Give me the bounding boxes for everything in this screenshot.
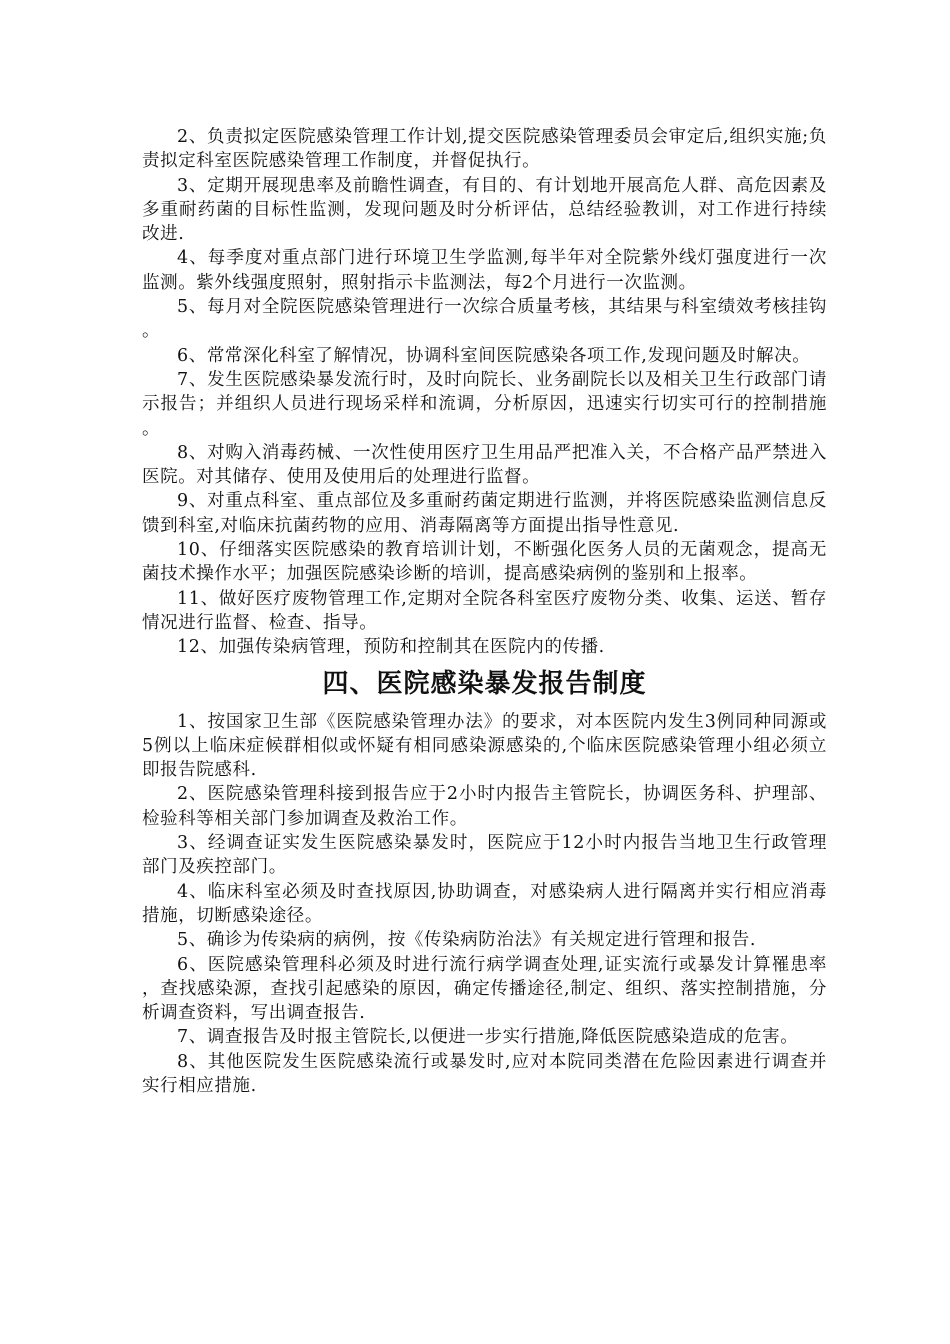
section4-item-4: 4、临床科室必须及时查找原因,协助调查，对感染病人进行隔离并实行相应消毒措施，切断感染途径。 bbox=[142, 881, 827, 926]
section3-item-7: 7、发生医院感染暴发流行时，及时向院长、业务副院长以及相关卫生行政部门请示报告；并组织人员进行现场采样和流调，分析原因，迅速实行切实可行的控制措施。 bbox=[142, 369, 827, 439]
document-body bbox=[142, 125, 827, 1098]
section3-item-12: 12、加强传染病管理，预防和控制其在医院内的传播. bbox=[177, 637, 605, 658]
section4-item-5: 5、确诊为传染病的病例，按《传染病防治法》有关规定进行管理和报告. bbox=[177, 930, 756, 951]
section4-item-8: 8、其他医院发生医院感染流行或暴发时,应对本院同类潜在危险因素进行调查并实行相应措施. bbox=[142, 1051, 827, 1096]
section3-item-6: 6、常常深化科室了解情况，协调科室间医院感染各项工作,发现问题及时解决。 bbox=[177, 345, 811, 366]
section4-item-7: 7、调查报告及时报主管院长,以便进一步实行措施,降低医院感染造成的危害。 bbox=[177, 1027, 799, 1048]
section3-item-11: 11、做好医疗废物管理工作,定期对全院各科室医疗废物分类、收集、运送、暂存情况进行监督、检查、指导。 bbox=[142, 588, 827, 633]
section3-item-4: 4、每季度对重点部门进行环境卫生学监测,每半年对全院紫外线灯强度进行一次监测。紫外线强度照射，照射指示卡监测法，每2个月进行一次监测。 bbox=[142, 248, 827, 293]
section3-item-2: 2、负责拟定医院感染管理工作计划,提交医院感染管理委员会审定后,组织实施;负责拟定科室医院感染管理工作制度，并督促执行。 bbox=[142, 127, 827, 172]
section3-item-3: 3、定期开展现患率及前瞻性调查，有目的、有计划地开展高危人群、高危因素及多重耐药菌的目标性监测，发现问题及时分析评估，总结经验教训，对工作进行持续改进. bbox=[142, 175, 827, 245]
section4-heading: 四、医院感染暴发报告制度 bbox=[322, 668, 647, 699]
section4-item-1: 1、按国家卫生部《医院感染管理办法》的要求，对本医院内发生3例同种同源或5例以上临床症候群相似或怀疑有相同感染源感染的,个临床医院感染管理小组必须立即报告院感科. bbox=[142, 711, 827, 781]
section4-item-2: 2、医院感染管理科接到报告应于2小时内报告主管院长，协调医务科、护理部、检验科等相关部门参加调查及救治工作。 bbox=[142, 784, 827, 829]
section3-item-8: 8、对购入消毒药械、一次性使用医疗卫生用品严把准入关，不合格产品严禁进入医院。对其储存、使用及使用后的处理进行监督。 bbox=[142, 442, 827, 488]
section3-item-5: 5、每月对全院医院感染管理进行一次综合质量考核，其结果与科室绩效考核挂钩。 bbox=[142, 297, 827, 342]
section4-item-6: 6、医院感染管理科必须及时进行流行病学调查处理,证实流行或暴发计算罹患率，查找感染源，查找引起感染的原因，确定传播途径,制定、组织、落实控制措施，分析调查资料，写出调查报告. bbox=[142, 954, 827, 1024]
section4-item-3: 3、经调查证实发生医院感染暴发时，医院应于12小时内报告当地卫生行政管理部门及疾控部门。 bbox=[142, 833, 827, 878]
section3-item-9: 9、对重点科室、重点部位及多重耐药菌定期进行监测，并将医院感染监测信息反馈到科室,对临床抗菌药物的应用、消毒隔离等方面提出指导性意见. bbox=[142, 491, 827, 536]
section3-item-10: 10、仔细落实医院感染的教育培训计划，不断强化医务人员的无菌观念，提高无菌技术操作水平；加强医院感染诊断的培训，提高感染病例的鉴别和上报率。 bbox=[142, 540, 827, 585]
